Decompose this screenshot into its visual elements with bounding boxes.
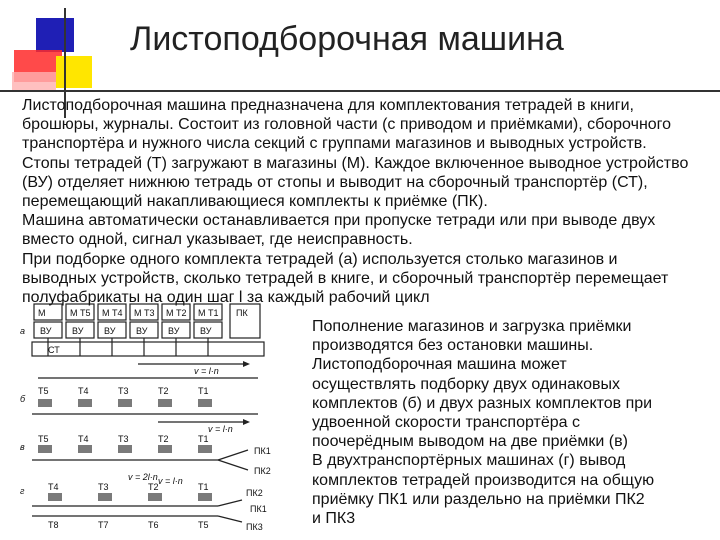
row-c-receiver-1: ПК1 bbox=[254, 446, 271, 456]
row-d-bottom-stack-label: T6 bbox=[148, 520, 159, 530]
row-b-speed-label: v = l·n bbox=[208, 424, 233, 434]
conveyor-label: СТ bbox=[48, 345, 60, 355]
side-line: комплектов тетрадей производится на общую bbox=[312, 471, 655, 489]
output-device-label: ВУ bbox=[40, 326, 52, 336]
magazine-stack-label: Т4 bbox=[112, 308, 123, 318]
row-label-3: в bbox=[20, 442, 25, 452]
row-c-stack-label: T3 bbox=[118, 434, 129, 444]
output-device-label: ВУ bbox=[72, 326, 84, 336]
side-line: Листоподборочная машина может bbox=[312, 356, 567, 374]
magazine-label: М bbox=[70, 308, 78, 318]
intro-line: вместо одной, сигнал указывает, где неисправность. bbox=[22, 231, 413, 249]
row-d-branch-bottom bbox=[218, 516, 242, 522]
row-c-receiver-2: ПК2 bbox=[254, 466, 271, 476]
intro-line: брошюры, журналы. Состоит из головной части (с приводом и приёмками), сборочного bbox=[22, 116, 672, 134]
speed-arrow-head bbox=[243, 361, 250, 367]
row-c-stack-label: T1 bbox=[198, 434, 209, 444]
row-d-speed-label: v = l·n bbox=[158, 476, 183, 486]
row-b-stack-label: T3 bbox=[118, 386, 129, 396]
receiver-label: ПК bbox=[236, 308, 248, 318]
intro-line: Листоподборочная машина предназначена для комплектования тетрадей в книги, bbox=[22, 97, 634, 114]
intro-line: транспортёра и нужного числа секций с группами магазинов и выводных устройств. bbox=[22, 135, 647, 153]
side-line: удвоенной скорости транспортёра с bbox=[312, 414, 580, 432]
side-line: приёмку ПК1 или раздельно на приёмки ПК2 bbox=[312, 490, 645, 508]
row-c-stack-label: T4 bbox=[78, 434, 89, 444]
row-d-receiver-2: ПК2 bbox=[246, 488, 263, 498]
side-line: и ПК3 bbox=[312, 510, 356, 528]
output-device-label: ВУ bbox=[200, 326, 212, 336]
slide-title: Листоподборочная машина bbox=[130, 20, 564, 58]
machine-scheme-diagram bbox=[18, 302, 298, 534]
row-d-branch-top bbox=[218, 500, 242, 506]
row-d-bottom-stack-label: T5 bbox=[198, 520, 209, 530]
row-label-1: а bbox=[20, 326, 26, 336]
intro-line: полуфабрикаты на один шаг l за каждый рабочий цикл bbox=[22, 289, 430, 307]
side-line: В двухтранспортёрных машинах (г) вывод bbox=[312, 452, 626, 470]
magazine-label: М bbox=[166, 308, 174, 318]
magazine-stack-label: Т1 bbox=[208, 308, 219, 318]
side-paragraph bbox=[312, 317, 712, 528]
intro-line: перемещающий накапливающиеся комплекты к приёмке (ПК). bbox=[22, 193, 488, 211]
row-d-top-stack-label: T4 bbox=[48, 482, 59, 492]
row-d-top-stack-label: T1 bbox=[198, 482, 209, 492]
output-device-label: ВУ bbox=[104, 326, 116, 336]
magazine-stack-label: Т2 bbox=[176, 308, 187, 318]
output-device-label: ВУ bbox=[168, 326, 180, 336]
row-d-receiver-1: ПК1 bbox=[250, 504, 267, 514]
row-c-stack-label: T2 bbox=[158, 434, 169, 444]
side-line: комплектов (б) и двух разных комплектов при bbox=[312, 394, 653, 412]
row-d-bottom-stack-label: T7 bbox=[98, 520, 109, 530]
machine-scheme-svg bbox=[18, 302, 298, 534]
row-c-stack-label: T5 bbox=[38, 434, 49, 444]
row-label-4: г bbox=[20, 486, 25, 496]
row-b-arrow-head bbox=[243, 419, 250, 425]
row-c-branch-1 bbox=[218, 450, 248, 460]
decor-pink-square bbox=[12, 72, 56, 92]
decor-blue-square bbox=[36, 18, 74, 52]
intro-line: (ВУ) отделяет нижнюю тетрадь от стопы и выводит на сборочный транспортёр (СТ), bbox=[22, 173, 648, 191]
row-c-speed-label: v = 2l·n bbox=[128, 472, 158, 482]
side-line: поочерёдным выводом на две приёмки (в) bbox=[312, 433, 628, 451]
row-b-stack-label: T2 bbox=[158, 386, 169, 396]
magazine-label: М bbox=[102, 308, 110, 318]
intro-line: При подборке одного комплекта тетрадей (а) используется столько магазинов и bbox=[22, 250, 618, 268]
row-label-2: б bbox=[20, 394, 26, 404]
side-line: производятся без остановки машины. bbox=[312, 337, 594, 355]
speed-label: v = l·n bbox=[194, 366, 219, 376]
row-b-stack-label: T5 bbox=[38, 386, 49, 396]
row-d-bottom-stack-label: T8 bbox=[48, 520, 59, 530]
side-line: осуществлять подборку двух одинаковых bbox=[312, 375, 621, 393]
magazine-label: М bbox=[134, 308, 142, 318]
decor-yellow-square bbox=[56, 56, 92, 88]
row-d-receiver-3: ПК3 bbox=[246, 522, 263, 532]
side-line: Пополнение магазинов и загрузка приёмки bbox=[312, 318, 632, 335]
decor-horizontal-line bbox=[0, 90, 720, 92]
output-device-label: ВУ bbox=[136, 326, 148, 336]
intro-line: выводных устройств, сколько тетрадей в книге, и сборочный транспортёр перемещает bbox=[22, 269, 669, 287]
row-d-top-stack-label: T2 bbox=[148, 482, 159, 492]
magazine-stack-label: Т5 bbox=[80, 308, 91, 318]
magazine-label: М bbox=[198, 308, 206, 318]
intro-paragraph bbox=[22, 96, 712, 307]
intro-line: Стопы тетрадей (Т) загружают в магазины (М). Каждое включенное выводное устройство bbox=[22, 154, 689, 172]
magazine-label: М bbox=[38, 308, 46, 318]
row-b-stack-label: T4 bbox=[78, 386, 89, 396]
conveyor-box bbox=[32, 342, 264, 356]
row-c-branch-2 bbox=[218, 460, 248, 470]
magazine-stack-label: Т3 bbox=[144, 308, 155, 318]
row-d-top-stack-label: T3 bbox=[98, 482, 109, 492]
row-b-stack-label: T1 bbox=[198, 386, 209, 396]
intro-line: Машина автоматически останавливается при пропуске тетради или при выводе двух bbox=[22, 212, 656, 230]
